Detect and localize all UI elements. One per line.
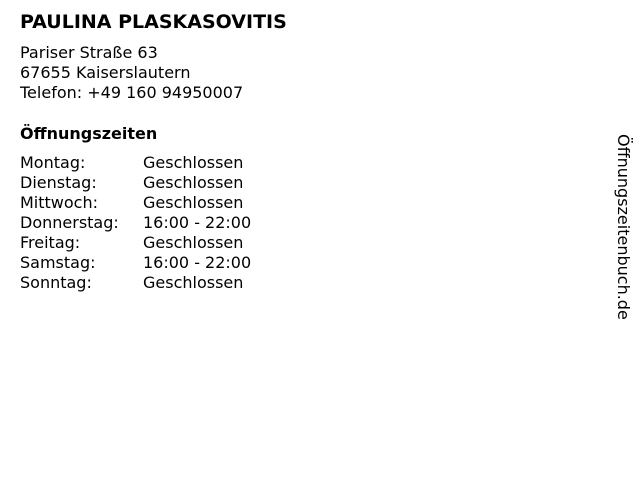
site-watermark-label: Öffnungszeitenbuch.de — [614, 134, 633, 320]
day-label: Freitag: — [20, 233, 81, 252]
day-label: Sonntag: — [20, 273, 92, 292]
hours-value: Geschlossen — [143, 173, 244, 192]
opening-hours-title: Öffnungszeiten — [20, 124, 158, 143]
hours-row-tuesday — [20, 173, 251, 193]
hours-row-saturday — [20, 253, 251, 273]
hours-row-thursday — [20, 213, 251, 233]
day-label: Mittwoch: — [20, 193, 98, 212]
hours-value: Geschlossen — [143, 193, 244, 212]
city-address: 67655 Kaiserslautern — [20, 63, 191, 82]
day-label: Dienstag: — [20, 173, 97, 192]
hours-row-friday — [20, 233, 251, 253]
hours-row-sunday — [20, 273, 251, 293]
hours-row-wednesday — [20, 193, 251, 213]
opening-hours-table — [20, 153, 251, 293]
day-label: Samstag: — [20, 253, 96, 272]
day-label: Donnerstag: — [20, 213, 119, 232]
hours-value: 16:00 - 22:00 — [143, 213, 252, 232]
hours-row-monday — [20, 153, 251, 173]
business-name: PAULINA PLASKASOVITIS — [20, 11, 287, 33]
phone-number: Telefon: +49 160 94950007 — [20, 83, 244, 102]
hours-value: 16:00 - 22:00 — [143, 253, 252, 272]
day-label: Montag: — [20, 153, 86, 172]
street-address: Pariser Straße 63 — [20, 43, 158, 62]
hours-value: Geschlossen — [143, 153, 244, 172]
hours-value: Geschlossen — [143, 233, 244, 252]
hours-value: Geschlossen — [143, 273, 244, 292]
address-block — [20, 43, 243, 103]
